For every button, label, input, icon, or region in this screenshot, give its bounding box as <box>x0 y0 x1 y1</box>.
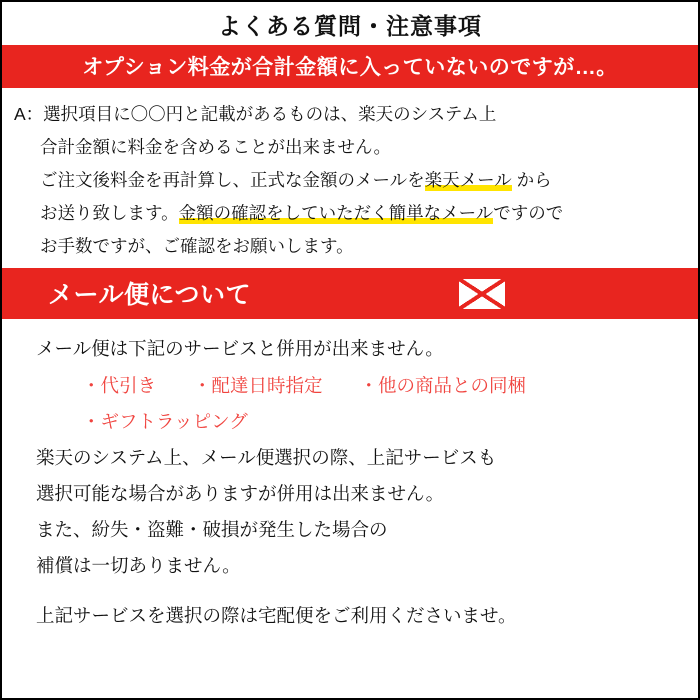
mailbin-line-4: また、紛失・盗難・破損が発生した場合の <box>36 518 388 540</box>
highlight-rakuten-mail: 楽天メール <box>424 169 512 190</box>
answer-line-4-tail: ですので <box>493 202 564 223</box>
mailbin-line-1: メール便は下記のサービスと併用が出来ません。 <box>36 338 444 360</box>
section-banner-mailbin-label: メール便について <box>48 281 252 310</box>
mailbin-body <box>2 319 698 634</box>
mailbin-line-2: 楽天のシステム上、メール便選択の際、上記サービスも <box>36 446 497 468</box>
mailbin-bullets-line-1: ・代引き ・配達日時指定 ・他の商品との同梱 <box>82 374 527 396</box>
mailbin-line-5: 補償は一切ありません。 <box>36 554 241 576</box>
answer-line-4 <box>14 197 688 230</box>
envelope-icon <box>456 276 508 312</box>
question-banner-option-fee: オプション料金が合計金額に入っていないのですが…。 <box>2 45 698 88</box>
page-title: よくある質問・注意事項 <box>218 13 482 39</box>
answer-line-5: お手数ですが、ご確認をお願いします。 <box>40 235 354 256</box>
answer-line-1: A：選択項目に〇〇円と記載があるものは、楽天のシステム上 <box>14 104 497 124</box>
answer-line-3 <box>14 164 688 197</box>
mailbin-line-3: 選択可能な場合がありますが併用は出来ません。 <box>36 482 445 504</box>
answer-line-3-tail: から <box>511 169 552 190</box>
mailbin-line-6: 上記サービスを選択の際は宅配便をご利用くださいませ。 <box>36 604 517 626</box>
answer-line-4-text: お送り致します。 <box>40 202 179 223</box>
mailbin-bullets-line-2: ・ギフトラッピング <box>82 410 248 432</box>
spacer <box>36 584 688 598</box>
answer-line-3-text: ご注文後料金を再計算し、正式な金額のメールを <box>40 169 425 190</box>
highlight-amount-confirm: 金額の確認をしていただく簡単なメール <box>178 202 494 223</box>
section-banner-mailbin <box>2 268 698 319</box>
answer-option-fee <box>2 88 698 268</box>
answer-line-2: 合計金額に料金を含めることが出来ません。 <box>40 136 392 157</box>
